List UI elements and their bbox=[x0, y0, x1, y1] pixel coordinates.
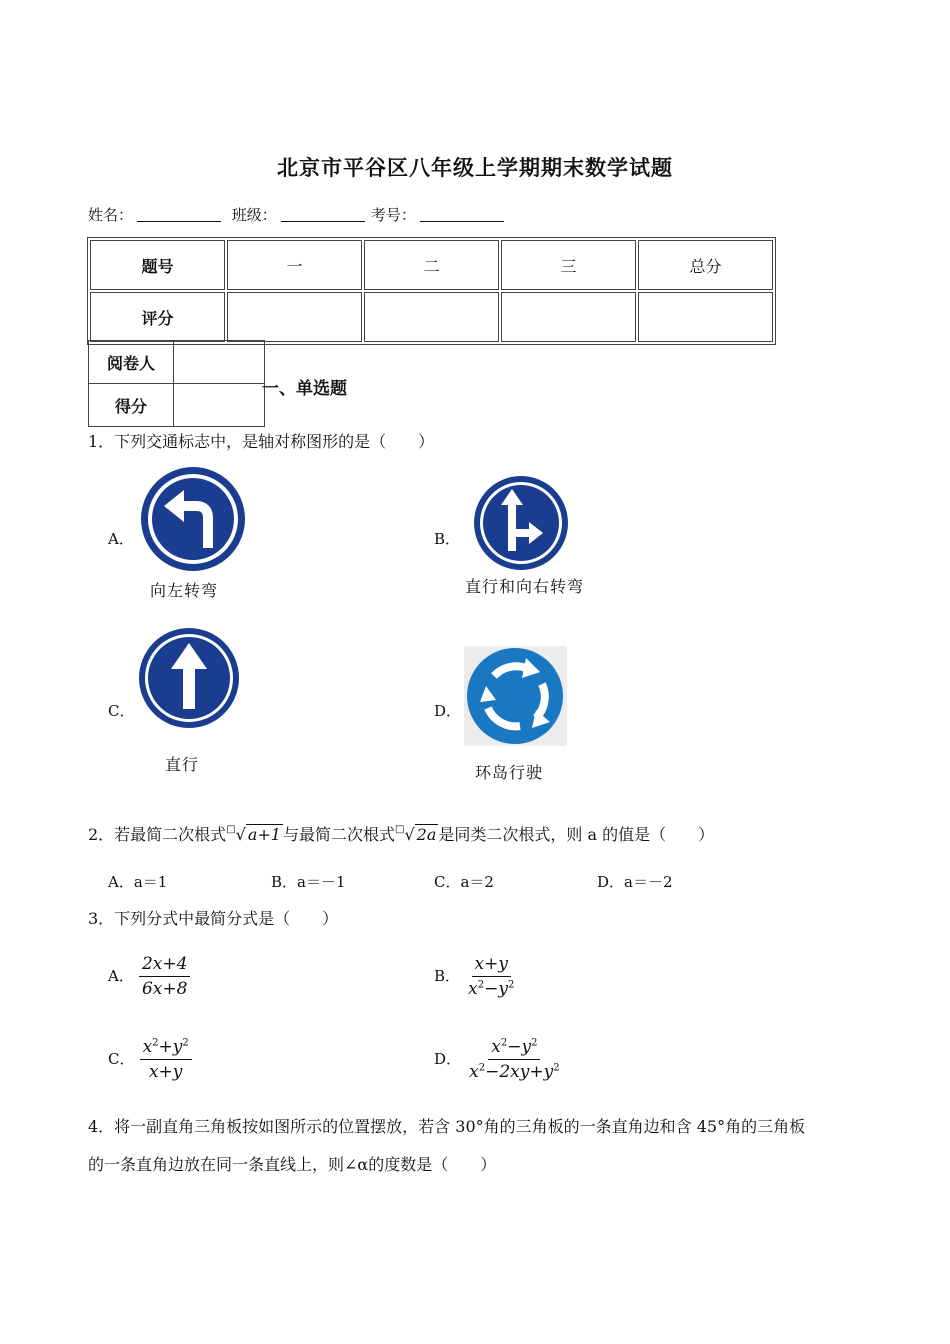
score-cell[interactable] bbox=[638, 292, 773, 342]
score-table bbox=[87, 237, 776, 345]
fraction-denominator: $x^2-2xy+y^2$ bbox=[469, 1062, 560, 1082]
roundabout-sign-icon bbox=[464, 646, 567, 746]
q3-option-b[interactable] bbox=[434, 954, 517, 999]
name-label: 姓名： bbox=[88, 206, 134, 224]
reviewer-cell[interactable] bbox=[174, 341, 265, 384]
q3-option-d[interactable] bbox=[434, 1037, 563, 1082]
id-blank[interactable] bbox=[420, 207, 504, 222]
section-score-cell[interactable] bbox=[174, 384, 265, 427]
reviewer-label: 阅卷人 bbox=[89, 341, 174, 384]
q3-fraction-a bbox=[139, 954, 190, 999]
class-label: 班级： bbox=[231, 206, 277, 224]
score-cell[interactable] bbox=[364, 292, 499, 342]
q1-option-a-label[interactable]: A． bbox=[108, 530, 134, 548]
student-info bbox=[88, 204, 510, 225]
fraction-denominator: x+y bbox=[148, 1062, 183, 1082]
q2-option-b[interactable]: B．a＝－1 bbox=[271, 873, 346, 891]
section-score-label: 得分 bbox=[89, 384, 174, 427]
q3-option-b-label: B． bbox=[434, 967, 461, 985]
q2-middle: 与最简二次根式 bbox=[282, 825, 395, 844]
page-title: 北京市平谷区八年级上学期期末数学试题 bbox=[277, 156, 673, 180]
score-cell[interactable] bbox=[227, 292, 362, 342]
q3-fraction-b bbox=[465, 954, 517, 999]
question-4-line-1: 4．将一副直角三角板按如图所示的位置摆放，若含 30°角的三角板的一条直角边和含 45°角的三角板 bbox=[88, 1117, 806, 1136]
q1-option-c-caption: 直行 bbox=[165, 755, 200, 774]
question-1: 1．下列交通标志中，是轴对称图形的是（ ） bbox=[88, 432, 435, 451]
q2-radical-1-index: □ bbox=[226, 824, 236, 835]
fraction-numerator: $x^2-y^2$ bbox=[488, 1037, 540, 1060]
straight-right-sign-icon bbox=[473, 475, 569, 571]
q1-option-a-caption: 向左转弯 bbox=[150, 581, 219, 600]
question-2: 2．若最简二次根式□√ a+1 与最简二次根式□√ 2a 是同类二次根式，则 a 的值是（ ） bbox=[88, 824, 715, 844]
fraction-numerator: x+y bbox=[472, 954, 511, 977]
fraction-numerator: 2x+4 bbox=[139, 954, 190, 977]
turn-left-sign-icon bbox=[140, 466, 246, 572]
q1-option-d-label[interactable]: D． bbox=[434, 702, 462, 720]
fraction-denominator: $x^2-y^2$ bbox=[468, 979, 515, 999]
score-header-cell: 一 bbox=[227, 240, 362, 290]
fraction-numerator: $x^2+y^2$ bbox=[140, 1037, 192, 1060]
section-title: 一、单选题 bbox=[262, 379, 347, 399]
q3-option-a[interactable] bbox=[108, 954, 190, 999]
q3-fraction-d bbox=[466, 1037, 562, 1082]
go-straight-sign-icon bbox=[138, 627, 240, 729]
q2-radical-2: 2a bbox=[416, 825, 437, 844]
fraction-denominator: 6x+8 bbox=[141, 979, 188, 999]
score-row-label: 评分 bbox=[90, 292, 225, 342]
q2-option-a[interactable]: A．a＝1 bbox=[108, 873, 168, 891]
q3-fraction-c bbox=[140, 1037, 192, 1082]
q3-option-c[interactable] bbox=[108, 1037, 192, 1082]
q3-option-c-label: C． bbox=[108, 1050, 135, 1068]
q2-prefix: 2．若最简二次根式 bbox=[88, 825, 227, 844]
name-blank[interactable] bbox=[137, 207, 221, 222]
question-4-line-2: 的一条直角边放在同一条直线上，则∠α的度数是（ ） bbox=[88, 1155, 497, 1174]
score-cell[interactable] bbox=[501, 292, 636, 342]
class-blank[interactable] bbox=[281, 207, 365, 222]
q1-option-c-label[interactable]: C． bbox=[108, 702, 135, 720]
q3-option-d-label: D． bbox=[434, 1050, 462, 1068]
q2-radical-1: a+1 bbox=[247, 825, 281, 844]
q1-option-b-label[interactable]: B． bbox=[434, 530, 461, 548]
q2-option-d[interactable]: D．a＝－2 bbox=[597, 873, 673, 891]
score-header-cell: 三 bbox=[501, 240, 636, 290]
score-header-cell: 题号 bbox=[90, 240, 225, 290]
q2-radical-2-index: □ bbox=[394, 824, 405, 835]
id-label: 考号： bbox=[370, 206, 416, 224]
q1-option-b-caption: 直行和向右转弯 bbox=[465, 577, 585, 596]
question-3: 3．下列分式中最简分式是（ ） bbox=[88, 909, 339, 928]
q1-option-d-caption: 环岛行驶 bbox=[475, 763, 544, 782]
grader-table bbox=[88, 340, 265, 427]
q2-option-c[interactable]: C．a＝2 bbox=[434, 873, 494, 891]
score-header-cell: 总分 bbox=[638, 240, 773, 290]
q3-option-a-label: A． bbox=[108, 967, 134, 985]
q2-suffix: 是同类二次根式，则 a 的值是（ ） bbox=[438, 825, 715, 844]
score-header-cell: 二 bbox=[364, 240, 499, 290]
